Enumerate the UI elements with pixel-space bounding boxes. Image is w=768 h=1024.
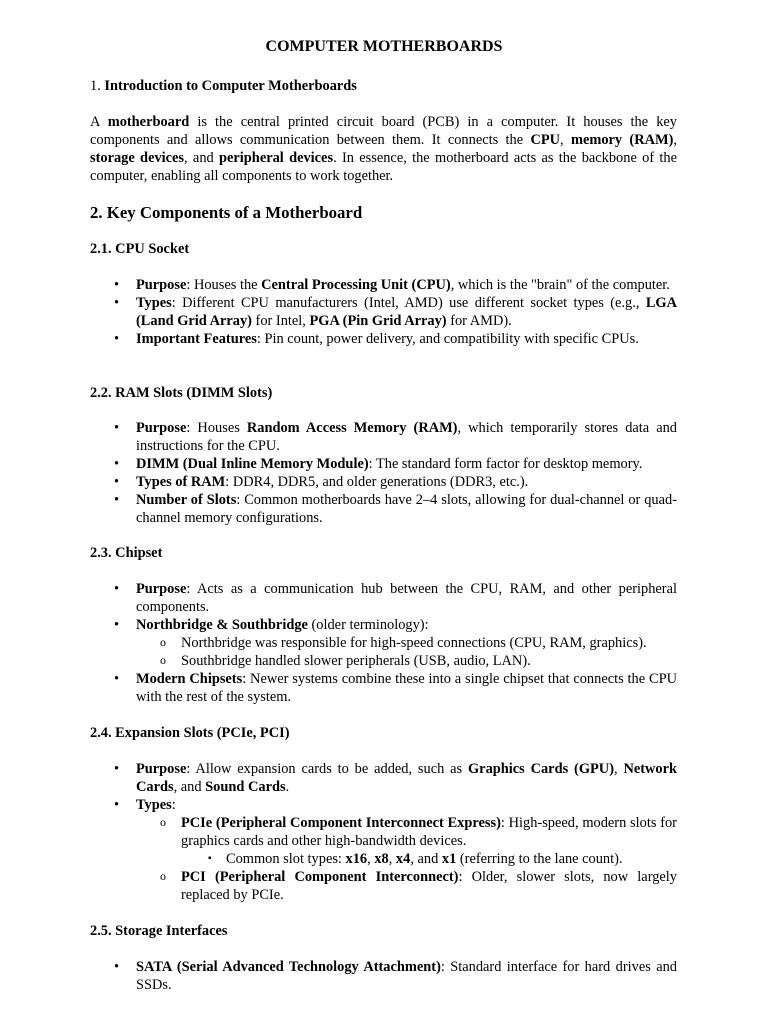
intro-paragraph: A motherboard is the central printed circuit board (PCB) in a computer. It houses the key components and allows communication between them. It connects the CPU, memory (RAM), storage devices, and peripheral devices. In essence, the motherboard acts as the backbone of the computer, enabling all components to work together. [90,114,678,184]
bullet-icon: • [114,331,120,347]
section-2-5-heading: 2.5. Storage Interfaces [90,923,228,939]
section-1-title: Introduction to Computer Motherboards [104,78,357,94]
section-2-1-heading: 2.1. CPU Socket [90,241,190,257]
expansion-slots-list [90,760,677,904]
cpu-socket-list [90,276,677,348]
list-item: • Number of Slots: Common motherboards have 2–4 slots, allowing for dual-channel or quad-channel memory configurations. [114,492,677,526]
bullet-icon: • [114,959,120,975]
list-item: • Important Features: Pin count, power delivery, and compatibility with specific CPUs. [114,331,639,347]
sub-list-item: o Northbridge was responsible for high-speed connections (CPU, RAM, graphics). [160,635,647,651]
bullet-icon: • [114,277,120,293]
sub-list-item: o Southbridge handled slower peripherals (USB, audio, LAN). [160,653,531,669]
list-item: • Types of RAM: DDR4, DDR5, and older generations (DDR3, etc.). [114,474,529,490]
document-title: COMPUTER MOTHERBOARDS [265,38,503,55]
circle-bullet-icon: o [160,635,166,649]
bullet-icon: • [114,420,120,436]
bullet-icon: • [114,761,120,777]
list-item: • Types: o PCIe (Peripheral Component Interconnect Express): High-speed, modern slots for graphics cards and other high-bandwidth devices. ▪ Common slot types: x16, x8, x4, and x1 (referring to the lane count). o PCI (Peripheral Component Interconnect): Older, slower slots, now largely replaced by PCIe. [114,797,677,903]
list-item: • SATA (Serial Advanced Technology Attachment): Standard interface for hard drives and SSDs. [114,959,677,993]
sub-sub-list [181,850,677,868]
section-2-3-heading: 2.3. Chipset [90,545,163,561]
bullet-icon: • [114,295,120,311]
list-item: • Purpose: Houses Random Access Memory (RAM), which temporarily stores data and instructions for the CPU. [114,420,677,454]
bullet-icon: • [114,581,120,597]
section-1-number: 1. [90,78,105,94]
list-item: • Purpose: Acts as a communication hub between the CPU, RAM, and other peripheral components. [114,581,677,615]
circle-bullet-icon: o [160,815,166,829]
circle-bullet-icon: o [160,653,166,667]
list-item: • Types: Different CPU manufacturers (Intel, AMD) use different socket types (e.g., LGA (Land Grid Array) for Intel, PGA (Pin Grid Array) for AMD). [114,295,677,329]
section-2-4-heading: 2.4. Expansion Slots (PCIe, PCI) [90,725,290,741]
section-1-heading [90,77,677,95]
sub-sub-list-item: ▪ Common slot types: x16, x8, x4, and x1 (referring to the lane count). [208,851,623,867]
bullet-icon: • [114,456,120,472]
list-item: • Modern Chipsets: Newer systems combine these into a single chipset that connects the CPU with the rest of the system. [114,671,677,705]
sub-list [136,814,677,904]
list-item: • Purpose: Houses the Central Processing Unit (CPU), which is the "brain" of the computer. [114,277,670,293]
ram-slots-list [90,419,677,527]
bullet-icon: • [114,797,120,813]
sub-list-item: o PCI (Peripheral Component Interconnect): Older, slower slots, now largely replaced by PCIe. [160,869,677,903]
circle-bullet-icon: o [160,869,166,883]
bullet-icon: • [114,492,120,508]
section-2-2-heading: 2.2. RAM Slots (DIMM Slots) [90,385,273,401]
list-item: • Northbridge & Southbridge (older terminology): o Northbridge was responsible for high-speed connections (CPU, RAM, graphics). o Southbridge handled slower peripherals (USB, audio, LAN). [90,616,677,670]
bullet-icon: • [114,474,120,490]
bullet-icon: • [114,617,120,633]
chipset-list [90,580,677,706]
list-item: • DIMM (Dual Inline Memory Module): The standard form factor for desktop memory. [114,456,643,472]
bullet-icon: • [114,671,120,687]
sub-list-item: o PCIe (Peripheral Component Interconnect Express): High-speed, modern slots for graphics cards and other high-bandwidth devices. ▪ Common slot types: x16, x8, x4, and x1 (referring to the lane count). [160,815,677,867]
list-item: • Purpose: Allow expansion cards to be added, such as Graphics Cards (GPU), Network Cards, and Sound Cards. [114,761,677,795]
square-bullet-icon: ▪ [208,853,212,864]
storage-interfaces-list [90,958,677,994]
sub-list [136,634,677,670]
section-2-heading: 2. Key Components of a Motherboard [90,203,363,222]
